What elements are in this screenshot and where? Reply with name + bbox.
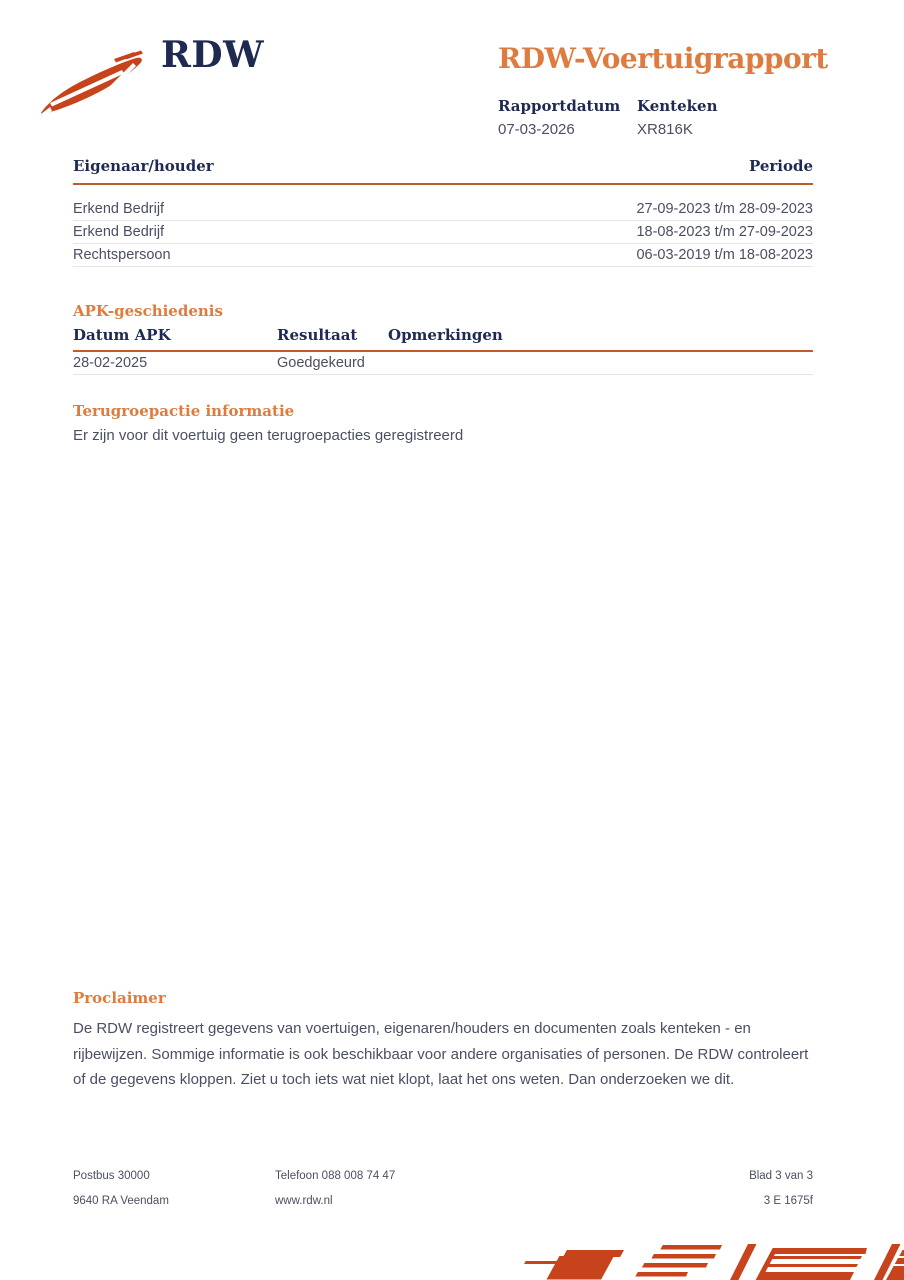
apk-result-column-header: Resultaat bbox=[277, 326, 358, 344]
owner-name: Rechtspersoon bbox=[73, 247, 171, 263]
period-column-header: Periode bbox=[748, 157, 813, 175]
owner-column-header: Eigenaar/houder bbox=[73, 157, 214, 175]
footer-address-line1: Postbus 30000 bbox=[73, 1170, 150, 1182]
rdw-wing-logo-icon bbox=[38, 50, 152, 118]
license-plate-label: Kenteken bbox=[637, 97, 718, 115]
apk-table-header bbox=[73, 326, 813, 352]
owner-period: 27-09-2023 t/m 28-09-2023 bbox=[636, 201, 813, 217]
footer-website: www.rdw.nl bbox=[275, 1195, 333, 1207]
owner-table-header bbox=[73, 157, 813, 185]
table-row bbox=[73, 198, 813, 221]
owner-name: Erkend Bedrijf bbox=[73, 201, 165, 217]
footer-address-line2: 9640 RA Veendam bbox=[73, 1195, 169, 1207]
apk-remarks-column-header: Opmerkingen bbox=[388, 326, 503, 344]
proclaimer-heading: Proclaimer bbox=[73, 989, 166, 1007]
owner-period: 06-03-2019 t/m 18-08-2023 bbox=[636, 247, 813, 263]
footer-phone: Telefoon 088 008 74 47 bbox=[275, 1170, 396, 1182]
apk-history-heading: APK-geschiedenis bbox=[73, 302, 223, 320]
rdw-logo-text: RDW bbox=[161, 34, 265, 76]
recall-text: Er zijn voor dit voertuig geen terugroepacties geregistreerd bbox=[73, 427, 464, 444]
report-date-value: 07-03-2026 bbox=[498, 121, 575, 138]
apk-date-column-header: Datum APK bbox=[73, 326, 171, 344]
table-row bbox=[73, 221, 813, 244]
recall-section bbox=[73, 402, 813, 444]
footer-form-code: 3 E 1675f bbox=[763, 1195, 813, 1207]
apk-history-section bbox=[73, 302, 813, 375]
apk-date: 28-02-2025 bbox=[73, 355, 148, 371]
footer-page-indicator: Blad 3 van 3 bbox=[749, 1170, 813, 1182]
proclaimer-text: De RDW registreert gegevens van voertuigen, eigenaren/houders en documenten zoals kenteken - en rijbewijzen. Sommige informatie is ook beschikbaar voor andere organisaties of personen. De RDW controleert of de gegevens kloppen. Ziet u toch iets wat niet klopt, laat het ons weten. Dan onderzoeken we dit. bbox=[73, 1020, 809, 1088]
page-footer bbox=[73, 1170, 813, 1220]
page-title: RDW-Voertuigrapport bbox=[498, 42, 828, 75]
owner-name: Erkend Bedrijf bbox=[73, 224, 165, 240]
rdw-speed-stripes-graphic bbox=[520, 1242, 904, 1280]
proclaimer-section bbox=[73, 989, 815, 1093]
recall-heading: Terugroepactie informatie bbox=[73, 402, 295, 420]
owner-period: 18-08-2023 t/m 27-09-2023 bbox=[636, 224, 813, 240]
license-plate-value: XR816K bbox=[637, 121, 693, 138]
report-meta bbox=[498, 97, 717, 138]
table-row bbox=[73, 244, 813, 267]
owner-table bbox=[73, 157, 813, 267]
table-row bbox=[73, 352, 813, 375]
report-date-label: Rapportdatum bbox=[498, 97, 621, 115]
apk-result: Goedgekeurd bbox=[277, 355, 365, 371]
